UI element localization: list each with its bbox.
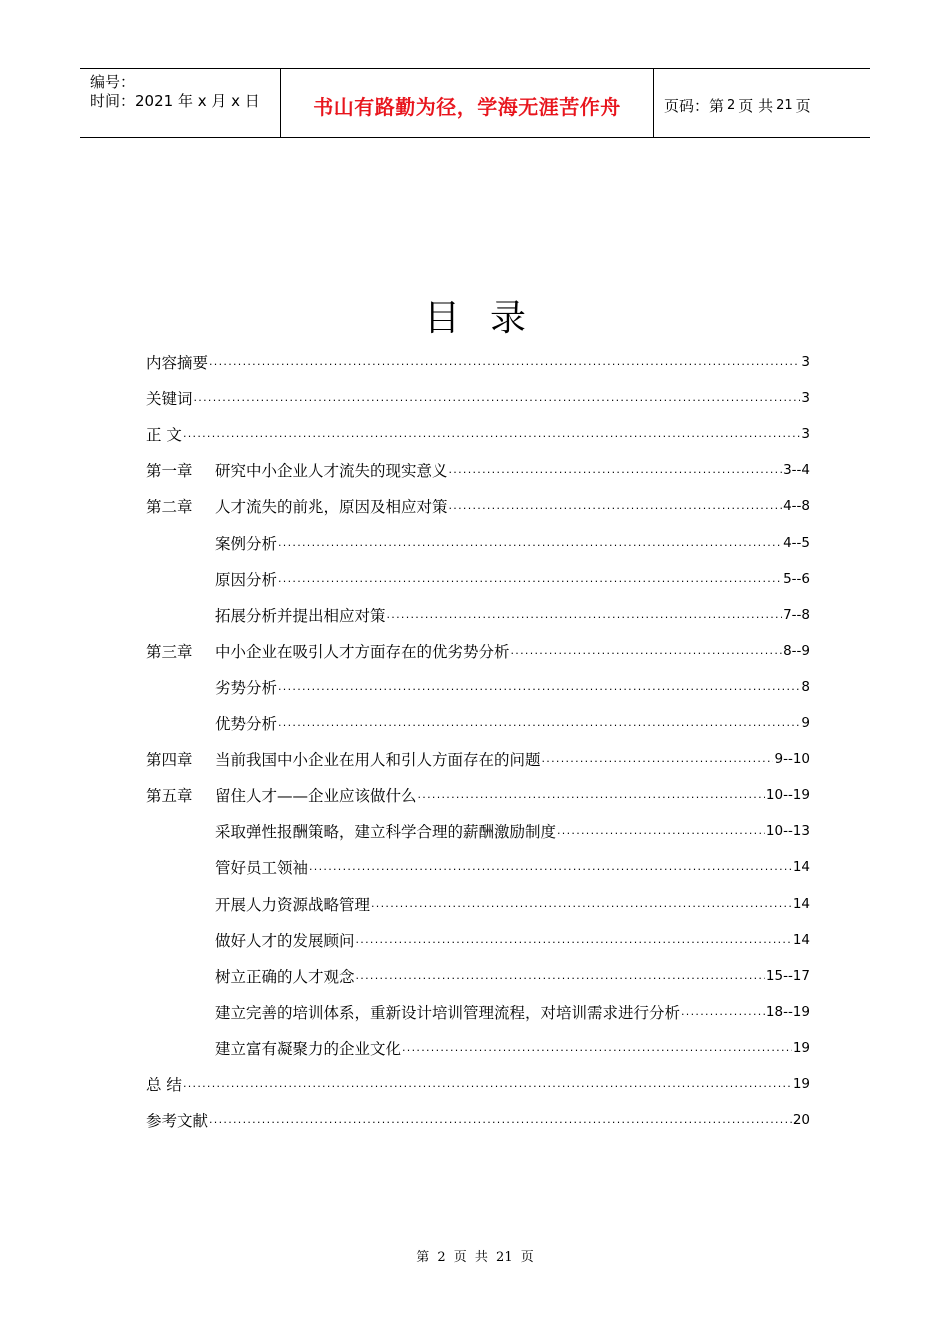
- serial-number-label: 编号：: [90, 73, 136, 91]
- toc-leader-dots: [681, 1005, 765, 1024]
- toc-entry-title: 建立富有凝聚力的企业文化: [215, 1039, 402, 1058]
- toc-chapter-number: 第五章: [146, 787, 193, 806]
- toc-entry[interactable]: [146, 918, 810, 954]
- toc-entry-title: 树立正确的人才观念: [215, 967, 355, 986]
- toc-leader-dots: [278, 572, 782, 591]
- header-meta: [80, 69, 281, 137]
- toc-page-number: 3--4: [783, 462, 810, 479]
- toc-leader-dots: [183, 427, 800, 446]
- toc-page-number: 14: [792, 931, 810, 948]
- toc-entry[interactable]: [146, 629, 810, 665]
- page-mid: 页 共: [738, 96, 774, 115]
- page-current: 2: [727, 97, 736, 113]
- toc-page-number: 9: [801, 715, 810, 732]
- toc-leader-dots: [449, 463, 783, 482]
- toc-entry[interactable]: [146, 520, 810, 556]
- toc-leader-dots: [418, 788, 765, 807]
- toc-page-number: 14: [792, 895, 810, 912]
- toc-entry[interactable]: [146, 557, 810, 593]
- toc-entry-label: [146, 785, 417, 807]
- toc-page-number: 8: [801, 678, 810, 695]
- toc-page-number: 18--19: [765, 1003, 810, 1020]
- toc-entry-label: [215, 930, 355, 952]
- toc-entry[interactable]: [146, 484, 810, 520]
- toc-entry-title: 中小企业在吸引人才方面存在的优劣势分析: [215, 642, 510, 661]
- toc-leader-dots: [309, 860, 792, 879]
- toc-entry-label: [215, 569, 277, 591]
- toc-leader-dots: [183, 1077, 792, 1096]
- toc-entry-title: 参考文献: [146, 1112, 209, 1131]
- toc-entry-title: 优势分析: [215, 715, 278, 734]
- toc-entry-label: [146, 388, 193, 410]
- toc-entry[interactable]: [146, 881, 810, 917]
- toc-page-number: 9--10: [774, 751, 810, 768]
- document-header: [80, 68, 870, 138]
- toc-entry-title: 建立完善的培训体系，重新设计培训管理流程，对培训需求进行分析: [215, 1003, 681, 1022]
- toc-page-number: 15--17: [765, 967, 810, 984]
- toc-chapter-number: 第三章: [146, 642, 193, 661]
- toc-entry-title: 研究中小企业人才流失的现实意义: [215, 462, 448, 481]
- toc-entry-label: [215, 1002, 680, 1024]
- table-of-contents: [146, 340, 810, 1134]
- toc-entry-label: [146, 641, 510, 663]
- date-label: 时间：2021 年 x 月 x 日: [90, 92, 260, 110]
- toc-entry-label: [215, 605, 386, 627]
- toc-entry-label: [215, 966, 355, 988]
- toc-entry-title: 案例分析: [215, 534, 278, 553]
- toc-page-number: 20: [792, 1112, 810, 1129]
- toc-page-number: 19: [792, 1039, 810, 1056]
- toc-entry[interactable]: [146, 809, 810, 845]
- toc-entry-title: 人才流失的前兆，原因及相应对策: [215, 498, 448, 517]
- toc-leader-dots: [356, 969, 765, 988]
- toc-entry-label: [215, 821, 556, 843]
- toc-page-number: 5--6: [783, 570, 810, 587]
- toc-leader-dots: [449, 499, 783, 518]
- header-motto: 书山有路勤为径，学海无涯苦作舟: [281, 69, 654, 137]
- toc-entry[interactable]: [146, 990, 810, 1026]
- toc-leader-dots: [511, 644, 783, 663]
- toc-entry-title: 采取弹性报酬策略，建立科学合理的薪酬激励制度: [215, 823, 557, 842]
- toc-entry-title: 管好员工领袖: [215, 859, 309, 878]
- toc-entry-label: [146, 460, 448, 482]
- toc-entry[interactable]: [146, 845, 810, 881]
- toc-entry-label: [146, 352, 208, 374]
- toc-page-number: 3: [801, 390, 810, 407]
- toc-entry-title: 劣势分析: [215, 678, 278, 697]
- toc-leader-dots: [278, 716, 800, 735]
- toc-entry-label: [215, 677, 277, 699]
- toc-entry[interactable]: [146, 665, 810, 701]
- toc-entry-title: 关键词: [146, 390, 193, 409]
- page-total: 21: [776, 97, 793, 113]
- toc-entry-label: [146, 1110, 208, 1132]
- toc-entry[interactable]: [146, 773, 810, 809]
- page-suffix: 页: [795, 96, 811, 115]
- toc-entry-title: 总 结: [146, 1075, 182, 1094]
- toc-entry[interactable]: [146, 412, 810, 448]
- toc-entry[interactable]: [146, 1026, 810, 1062]
- toc-entry-label: [146, 1074, 182, 1096]
- toc-chapter-number: 第二章: [146, 498, 193, 517]
- toc-entry-label: [215, 533, 277, 555]
- toc-entry-title: 拓展分析并提出相应对策: [215, 606, 386, 625]
- toc-entry-label: [146, 749, 541, 771]
- toc-page-number: 3: [801, 426, 810, 443]
- toc-leader-dots: [542, 752, 774, 771]
- toc-page-number: 10--19: [765, 787, 810, 804]
- toc-page-number: 19: [792, 1075, 810, 1092]
- toc-page-number: 4--8: [783, 498, 810, 515]
- toc-leader-dots: [209, 1113, 792, 1132]
- toc-leader-dots: [557, 824, 765, 843]
- page-prefix: 页码：第: [664, 96, 725, 115]
- toc-leader-dots: [387, 608, 783, 627]
- toc-entry-label: [146, 424, 182, 446]
- toc-chapter-number: 第一章: [146, 462, 193, 481]
- toc-entry[interactable]: [146, 448, 810, 484]
- toc-entry-title: 做好人才的发展顾问: [215, 931, 355, 950]
- toc-entry[interactable]: [146, 340, 810, 376]
- toc-entry[interactable]: [146, 701, 810, 737]
- toc-entry-title: 正 文: [146, 426, 182, 445]
- toc-leader-dots: [356, 933, 792, 952]
- toc-entry-title: 内容摘要: [146, 354, 209, 373]
- toc-page-number: 14: [792, 859, 810, 876]
- toc-entry-label: [215, 857, 308, 879]
- page-footer: 第 2 页 共 21 页: [416, 1250, 534, 1265]
- toc-page-number: 3: [801, 354, 810, 371]
- toc-entry-title: 原因分析: [215, 570, 278, 589]
- toc-entry-label: [146, 496, 448, 518]
- toc-entry[interactable]: [146, 376, 810, 412]
- header-page-info: [654, 69, 870, 137]
- toc-entry-label: [215, 713, 277, 735]
- toc-entry[interactable]: [146, 1098, 810, 1134]
- toc-entry-label: [215, 894, 370, 916]
- toc-entry-title: 开展人力资源战略管理: [215, 895, 371, 914]
- toc-page-number: 10--13: [765, 823, 810, 840]
- toc-leader-dots: [371, 897, 792, 916]
- toc-page-number: 7--8: [783, 606, 810, 623]
- toc-leader-dots: [402, 1041, 792, 1060]
- page-title: 目录: [423, 298, 556, 339]
- toc-leader-dots: [194, 391, 801, 410]
- toc-chapter-number: 第四章: [146, 751, 193, 770]
- toc-entry[interactable]: [146, 1062, 810, 1098]
- toc-page-number: 8--9: [783, 642, 810, 659]
- toc-entry[interactable]: [146, 737, 810, 773]
- toc-entry[interactable]: [146, 954, 810, 990]
- toc-leader-dots: [278, 536, 782, 555]
- toc-entry-title: 留住人才——企业应该做什么: [215, 787, 417, 806]
- toc-entry-title: 当前我国中小企业在用人和引人方面存在的问题: [215, 751, 541, 770]
- toc-entry-label: [215, 1038, 401, 1060]
- toc-leader-dots: [209, 355, 800, 374]
- toc-page-number: 4--5: [783, 534, 810, 551]
- toc-entry[interactable]: [146, 593, 810, 629]
- toc-leader-dots: [278, 680, 800, 699]
